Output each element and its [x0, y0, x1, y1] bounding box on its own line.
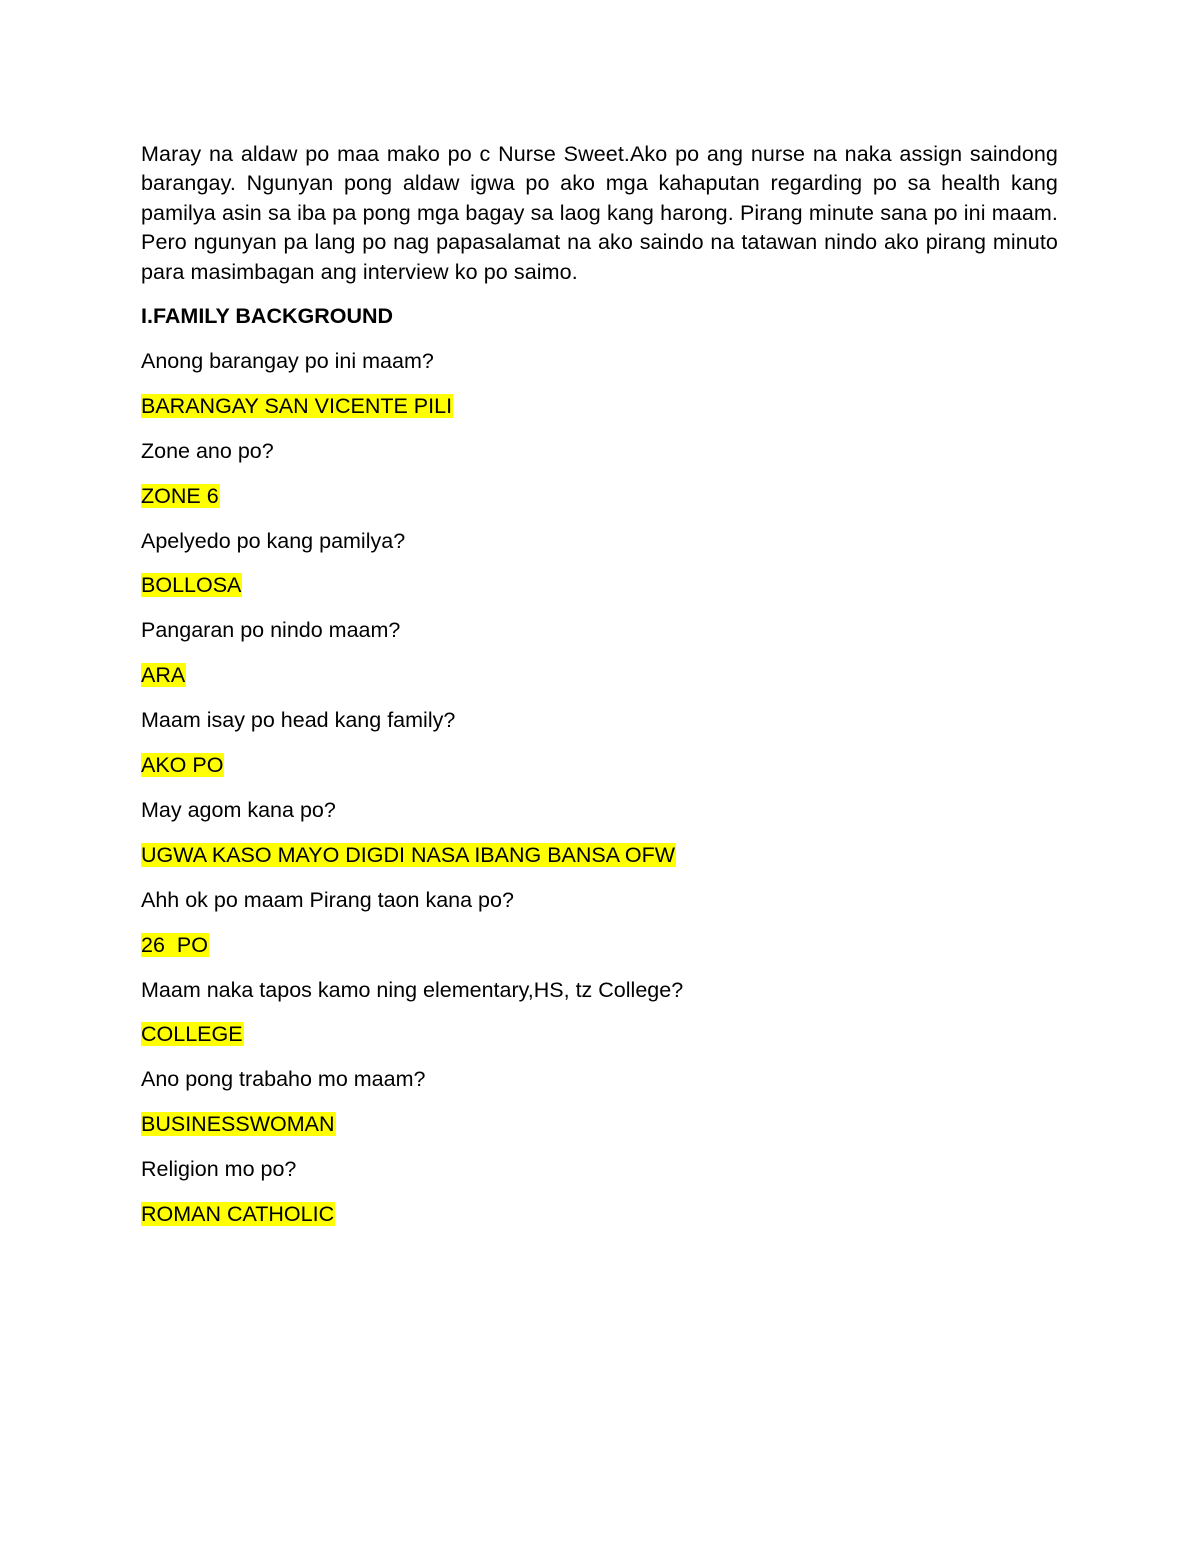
answer-highlight: ROMAN CATHOLIC: [141, 1201, 335, 1226]
question-text: Ahh ok po maam Pirang taon kana po?: [141, 887, 514, 912]
question-line: [141, 616, 1058, 645]
question-text: Maam isay po head kang family?: [141, 708, 456, 733]
answer-highlight: BOLLOSA: [141, 573, 242, 598]
question-line: [141, 796, 1058, 825]
answer-line: [141, 1020, 1058, 1049]
answer-highlight: ARA: [141, 663, 186, 688]
question-text: Anong barangay po ini maam?: [141, 349, 434, 374]
intro-paragraph: Maray na aldaw po maa mako po c Nurse Sweet.Ako po ang nurse na naka assign saindong barangay. Ngunyan pong aldaw igwa po ako mga kahaputan regarding po sa health kang pamilya asin sa iba pa pong mga bagay sa laog kang harong. Pirang minute sana po ini maam. Pero ngunyan pa lang po nag papasalamat na ako saindo na tatawan nindo ako pirang minuto para masimbagan ang interview ko po saimo.: [141, 142, 1058, 284]
question-text: Apelyedo po kang pamilya?: [141, 528, 406, 553]
question-line: [141, 347, 1058, 376]
qa-list: [141, 347, 1058, 1229]
answer-highlight: AKO PO: [141, 753, 224, 778]
question-line: [141, 1155, 1058, 1184]
question-line: [141, 1065, 1058, 1094]
answer-highlight: BUSINESSWOMAN: [141, 1112, 335, 1137]
question-text: Pangaran po nindo maam?: [141, 618, 401, 643]
answer-line: [141, 661, 1058, 690]
answer-line: [141, 1110, 1058, 1139]
question-line: [141, 527, 1058, 556]
question-text: Ano pong trabaho mo maam?: [141, 1067, 426, 1092]
question-text: May agom kana po?: [141, 797, 336, 822]
question-line: [141, 437, 1058, 466]
answer-line: [141, 751, 1058, 780]
answer-line: [141, 571, 1058, 600]
answer-highlight: ZONE 6: [141, 483, 219, 508]
answer-line: [141, 1200, 1058, 1229]
answer-highlight: 26 PO: [141, 932, 208, 957]
question-line: [141, 976, 1058, 1005]
question-text: Religion mo po?: [141, 1157, 297, 1182]
answer-line: [141, 841, 1058, 870]
answer-highlight: BARANGAY SAN VICENTE PILI: [141, 393, 453, 418]
question-text: Zone ano po?: [141, 438, 274, 463]
answer-highlight: UGWA KASO MAYO DIGDI NASA IBANG BANSA OFW: [141, 842, 676, 867]
answer-highlight: COLLEGE: [141, 1022, 243, 1047]
section-title: I.FAMILY BACKGROUND: [141, 304, 394, 329]
answer-line: [141, 392, 1058, 421]
answer-line: [141, 931, 1058, 960]
question-text: Maam naka tapos kamo ning elementary,HS, tz College?: [141, 977, 684, 1002]
question-line: [141, 706, 1058, 735]
document-page: [141, 140, 1058, 1245]
answer-line: [141, 482, 1058, 511]
question-line: [141, 886, 1058, 915]
